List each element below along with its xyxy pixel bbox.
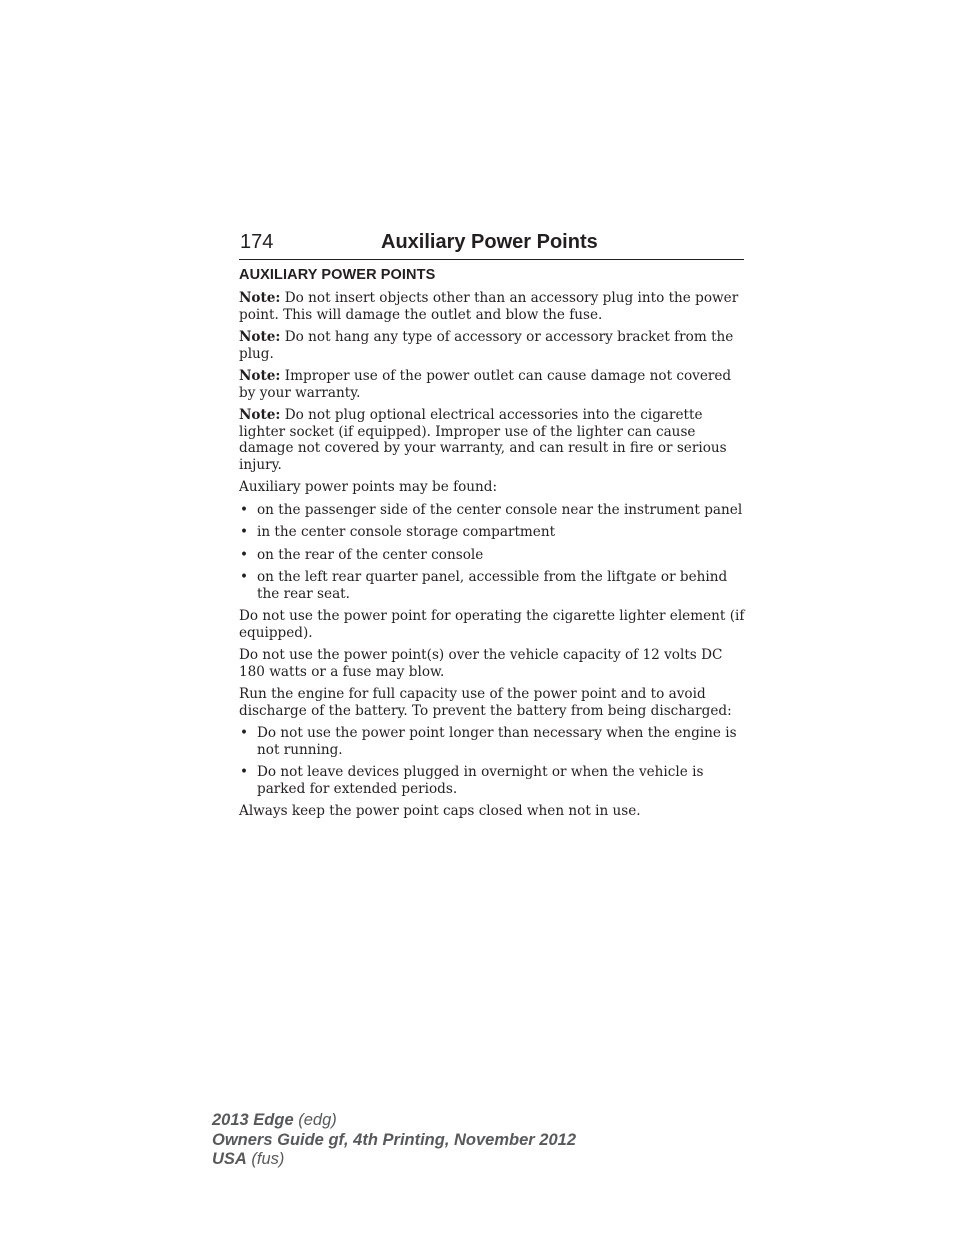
bullet-icon: • [240,764,249,780]
bullet-icon: • [240,569,249,585]
section-heading: AUXILIARY POWER POINTS [239,267,436,283]
page-content [239,266,745,826]
note-text: Do not plug optional electrical accessories into the cigarette lighter socket (if equipped). Improper use of the lighter can cause damage not covered by your warranty, and can result in fire or serious injury. [239,407,727,473]
page-footer [212,1111,576,1170]
note-paragraph [239,407,745,473]
note-paragraph [239,368,745,401]
page-header [239,227,744,260]
engine-paragraph: Run the engine for full capacity use of the power point and to avoid discharge of the battery. To prevent the battery from being discharged: [239,686,732,719]
locations-intro: Auxiliary power points may be found: [239,479,498,495]
list-item [239,547,745,564]
note-paragraph [239,290,745,323]
list-item [239,502,745,519]
footer-market-code: (fus) [246,1150,285,1168]
footer-line-market [212,1150,576,1170]
footer-model: 2013 Edge [212,1111,294,1129]
bullet-icon: • [240,546,249,563]
note-paragraph [239,329,745,362]
footer-line-guide: Owners Guide gf, 4th Printing, November 2012 [212,1130,576,1149]
page-number: 174 [240,231,274,253]
list-item [239,764,745,797]
caps-paragraph: Always keep the power point caps closed when not in use. [239,803,641,819]
list-item-text: in the center console storage compartment [257,524,556,540]
list-item-text: Do not use the power point longer than necessary when the engine is not running. [257,725,737,758]
bullet-icon: • [240,725,249,741]
list-item [239,569,745,602]
note-text: Improper use of the power outlet can cause damage not covered by your warranty. [239,368,732,401]
list-item [239,725,745,758]
list-item [239,524,745,541]
locations-list [239,502,745,603]
note-label: Note: [239,329,281,345]
note-text: Do not insert objects other than an accessory plug into the power point. This will damage the outlet and blow the fuse. [239,290,739,323]
page-title: Auxiliary Power Points [381,231,598,253]
footer-model-code: (edg) [293,1111,337,1129]
note-label: Note: [239,368,281,384]
footer-market: USA [212,1150,247,1168]
list-item-text: on the left rear quarter panel, accessible from the liftgate or behind the rear seat. [257,569,728,602]
battery-tips-list [239,725,745,797]
lighter-paragraph: Do not use the power point for operating the cigarette lighter element (if equipped). [239,608,745,641]
footer-line-model [212,1111,576,1131]
bullet-icon: • [240,501,249,518]
list-item-text: on the rear of the center console [257,546,484,563]
capacity-paragraph: Do not use the power point(s) over the vehicle capacity of 12 volts DC 180 watts or a fuse may blow. [239,647,723,680]
bullet-icon: • [240,524,249,540]
list-item-text: Do not leave devices plugged in overnight or when the vehicle is parked for extended periods. [257,764,704,797]
note-label: Note: [239,290,281,306]
note-label: Note: [239,407,281,423]
list-item-text: on the passenger side of the center console near the instrument panel [257,501,743,518]
note-text: Do not hang any type of accessory or accessory bracket from the plug. [239,329,734,362]
